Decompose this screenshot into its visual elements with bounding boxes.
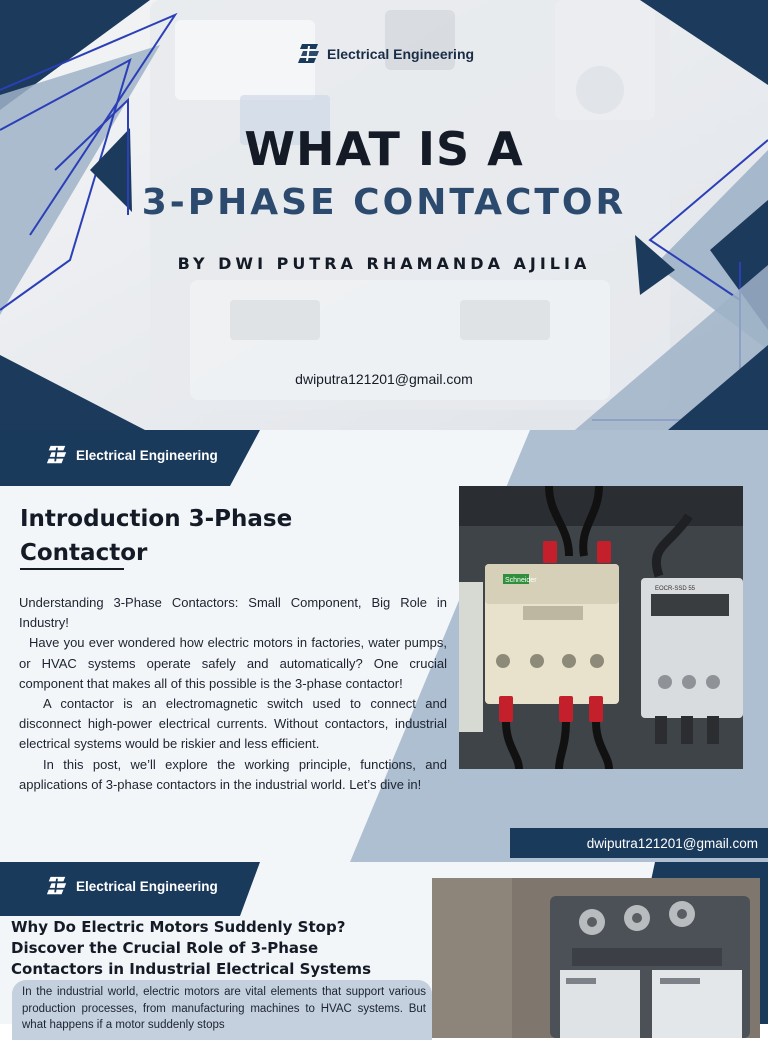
heading-underline — [20, 568, 124, 570]
introduction-brand-name: Electrical Engineering — [76, 447, 218, 463]
motor-stop-body: In the industrial world, electric motors are vital elements that support various production processes, from manufacturing machines to HVAC systems. But what happens if a motor suddenly stops — [22, 986, 426, 1031]
introduction-email[interactable]: dwiputra121201@gmail.com — [586, 835, 758, 851]
paragraph: Understanding 3-Phase Contactors: Small Component, Big Role in Industry! — [19, 595, 447, 631]
motor-stop-heading-line2: Discover the Crucial Role of 3-Phase — [11, 939, 319, 957]
motor-stop-brand-name: Electrical Engineering — [76, 878, 218, 894]
paragraph: Have you ever wondered how electric motors in factories, water pumps, or HVAC systems operate safely and automatically? One crucial component that makes all of this possible is the 3-phase contactor! — [19, 635, 447, 691]
paragraph: In this post, we’ll explore the working principle, functions, and applications of 3-phase contactors in the industrial world. Let’s dive in! — [19, 756, 447, 792]
introduction-heading-line1: Introduction 3-Phase — [20, 506, 293, 532]
cover-brand — [297, 42, 474, 66]
cover-author: BY DWI PUTRA RHAMANDA AJILIA — [177, 254, 591, 273]
circuit-breaker-photo — [432, 878, 760, 1038]
cover-section — [0, 0, 768, 430]
introduction-section — [0, 430, 768, 862]
introduction-body — [19, 593, 447, 795]
introduction-heading-line2: Contactor — [20, 540, 148, 566]
photo-brand-label: Schneider — [505, 577, 537, 584]
introduction-heading — [20, 502, 320, 570]
stacked-bars-logo-icon — [297, 42, 321, 66]
cover-title: WHAT IS A — [244, 122, 524, 176]
introduction-email-bar — [510, 828, 768, 858]
motor-stop-heading-line1: Why Do Electric Motors Suddenly Stop? — [11, 918, 346, 936]
photo-model-label: EOCR-SSD 55 — [655, 586, 696, 592]
cover-brand-name: Electrical Engineering — [327, 46, 475, 62]
cover-email[interactable]: dwiputra121201@gmail.com — [295, 371, 473, 387]
motor-stop-brand-banner — [0, 875, 218, 897]
contactor-photo — [459, 486, 743, 769]
stacked-bars-logo-icon — [46, 444, 68, 466]
cover-subtitle: 3-PHASE CONTACTOR — [141, 182, 627, 223]
paragraph: A contactor is an electromagnetic switch used to connect and disconnect high-power electrical currents. Without contactors, industrial electrical systems would be riskier and less efficient. — [19, 696, 447, 752]
introduction-brand-banner — [0, 444, 218, 466]
motor-stop-heading-line3: Contactors in Industrial Electrical Systems — [11, 960, 371, 978]
motor-stop-section — [0, 862, 768, 1031]
stacked-bars-logo-icon — [46, 875, 68, 897]
motor-stop-heading — [11, 917, 431, 980]
